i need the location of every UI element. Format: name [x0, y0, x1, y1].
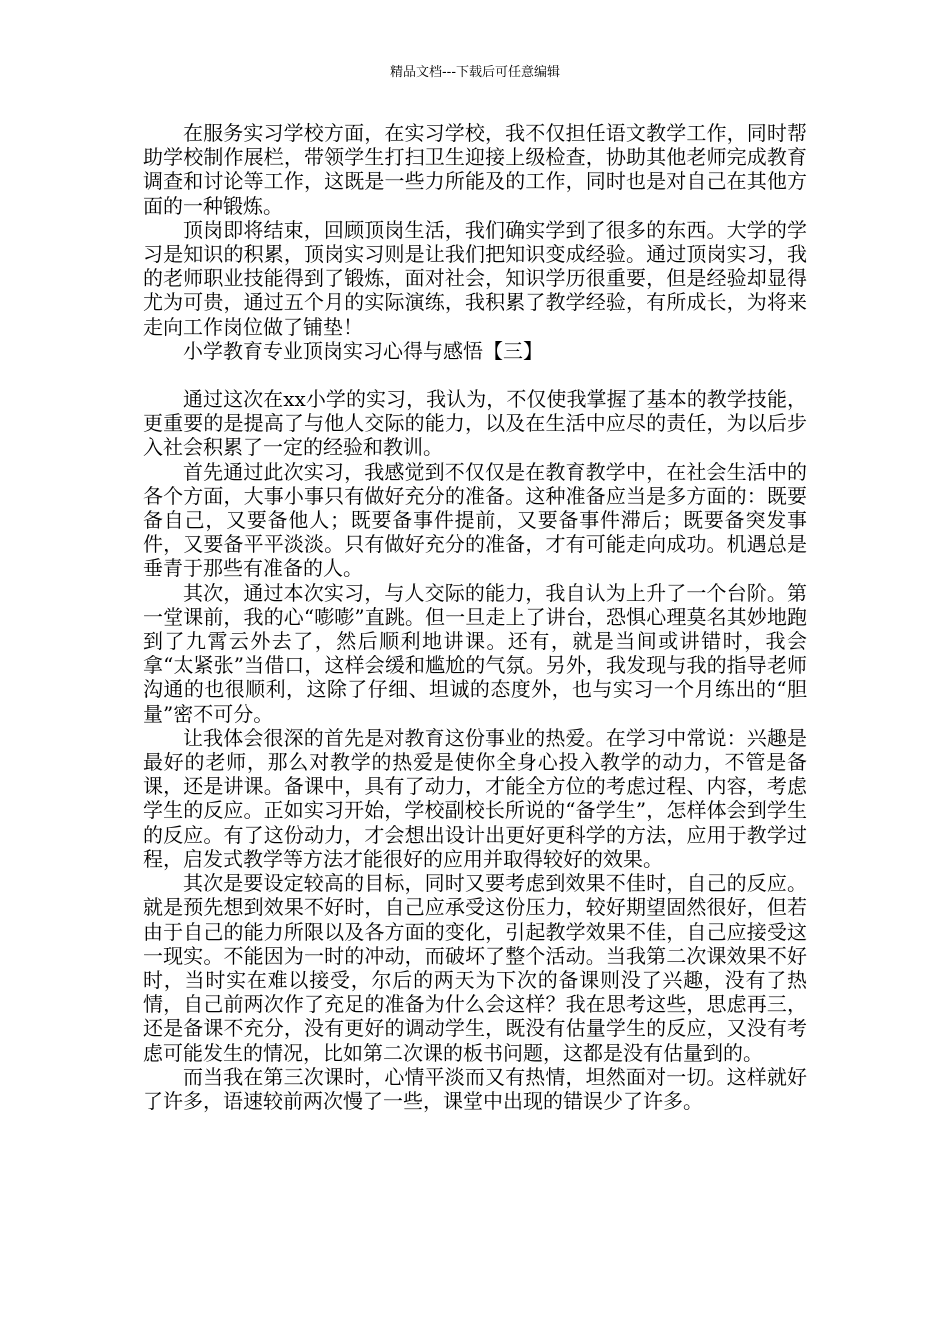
paragraph: 在服务实习学校方面，在实习学校，我不仅担任语文教学工作，同时帮助学校制作展栏，带领学生打扫卫生迎接上级检查，协助其他老师完成教育调查和讨论等工作，这既是一些力所能及的工作，同时也是对自己在其他方面的一种锻炼。 [143, 121, 807, 218]
paragraph: 首先通过此次实习，我感觉到不仅仅是在教育教学中，在社会生活中的各个方面，大事小事只有做好充分的准备。这种准备应当是多方面的：既要备自己，又要备他人；既要备事件提前，又要备事件滞后；既要备突发事件，又要备平平淡淡。只有做好充分的准备，才有可能走向成功。机遇总是垂青于那些有准备的人。 [143, 459, 807, 581]
blank-line [143, 363, 807, 387]
document-body [143, 121, 807, 1113]
section-heading: 小学教育专业顶岗实习心得与感悟【三】 [183, 338, 543, 363]
paragraph: 让我体会很深的首先是对教育这份事业的热爱。在学习中常说：兴趣是最好的老师，那么对教学的热爱是使你全身心投入教学的动力，不管是备课，还是讲课。备课中，具有了动力，才能全方位的考虑过程、内容，考虑学生的反应。正如实习开始，学校副校长所说的“备学生”，怎样体会到学生的反应。有了这份动力，才会想出设计出更好更科学的方法，应用于教学过程，启发式教学等方法才能很好的应用并取得较好的效果。 [143, 725, 807, 871]
paragraph: 其次，通过本次实习，与人交际的能力，我自认为上升了一个台阶。第一堂课前，我的心“嘭嘭”直跳。但一旦走上了讲台，恐惧心理莫名其妙地跑到了九霄云外去了，然后顺利地讲课。还有，就是当间或讲错时，我会拿“太紧张”当借口，这样会缓和尴尬的气氛。另外，我发现与我的指导老师沟通的也很顺利，这除了仔细、坦诚的态度外，也与实习一个月练出的“胆量”密不可分。 [143, 580, 807, 726]
paragraph: 通过这次在xx小学的实习，我认为，不仅使我掌握了基本的教学技能，更重要的是提高了与他人交际的能力，以及在生活中应尽的责任，为以后步入社会积累了一定的经验和教训。 [143, 387, 807, 460]
page-header: 精品文档---下载后可任意编辑 [389, 65, 561, 80]
paragraph: 其次是要设定较高的目标，同时又要考虑到效果不佳时，自己的反应。就是预先想到效果不好时，自己应承受这份压力，较好期望固然很好，但若由于自己的能力所限以及各方面的变化，引起教学效果不佳，自己应接受这一现实。不能因为一时的冲动，而破坏了整个活动。当我第二次课效果不好时，当时实在难以接受，尔后的两天为下次的备课则没了兴趣，没有了热情，自己前两次作了充足的准备为什么会这样？我在思考这些，思虑再三，还是备课不充分，没有更好的调动学生，既没有估量学生的反应，又没有考虑可能发生的情况，比如第二次课的板书问题，这都是没有估量到的。 [143, 871, 807, 1065]
paragraph: 顶岗即将结束，回顾顶岗生活，我们确实学到了很多的东西。大学的学习是知识的积累，顶岗实习则是让我们把知识变成经验。通过顶岗实习，我的老师职业技能得到了锻炼，面对社会，知识学历很重要，但是经验却显得尤为可贵，通过五个月的实际演练，我积累了教学经验，有所成长，为将来走向工作岗位做了铺垫！ [143, 217, 807, 339]
paragraph: 而当我在第三次课时，心情平淡而又有热情，坦然面对一切。这样就好了许多，语速较前两次慢了一些，课堂中出现的错误少了许多。 [143, 1064, 807, 1113]
